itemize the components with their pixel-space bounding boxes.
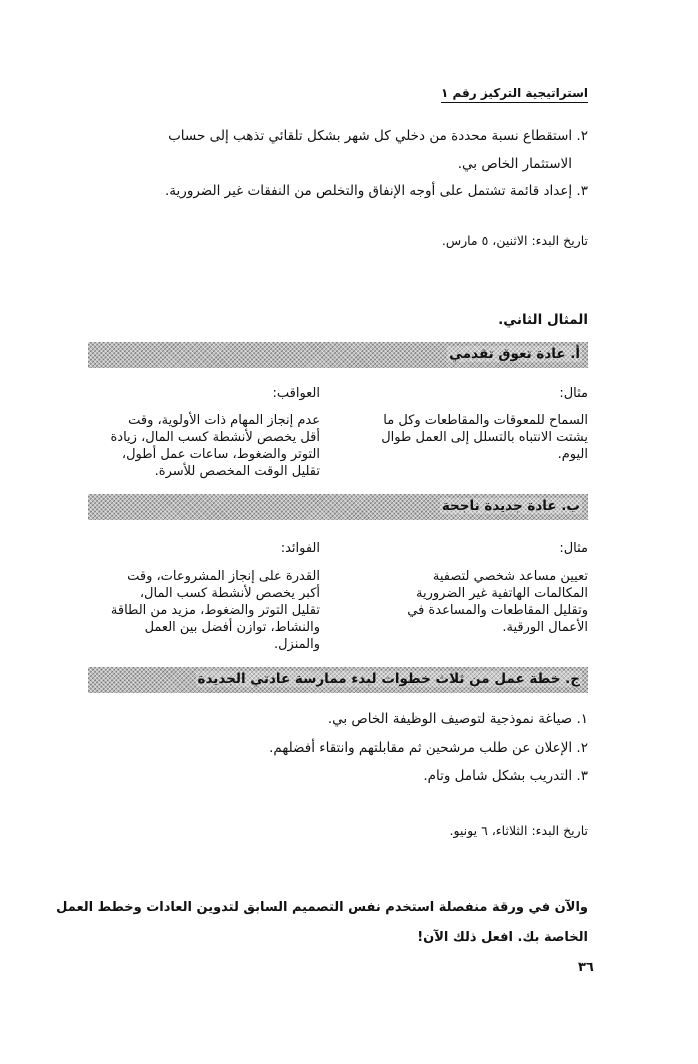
list-item-2-line-2: الاستثمار الخاص بي. bbox=[457, 156, 572, 172]
section-a-title: أ. عادة تعوق تقدمي bbox=[449, 346, 580, 362]
running-header bbox=[100, 86, 588, 100]
list-item-3: ٣. إعداد قائمة تشتمل على أوجه الإنفاق والتخلص من النفقات غير الضرورية. bbox=[165, 183, 588, 199]
step-2: ٢. الإعلان عن طلب مرشحين ثم مقابلتهم وانتقاء أفضلهم. bbox=[269, 740, 588, 756]
section-a-right-label: مثال: bbox=[559, 386, 588, 401]
step-1: ١. صياغة نموذجية لتوصيف الوظيفة الخاص بي. bbox=[327, 711, 588, 727]
example-two-title: المثال الثاني. bbox=[498, 312, 588, 328]
section-c-title: ج. خطة عمل من ثلاث خطوات لبدء ممارسة عادتي الجديدة bbox=[197, 671, 580, 687]
section-b-right-label: مثال: bbox=[559, 541, 588, 556]
section-a-right-text: السماح للمعوقات والمقاطعات وكل ما يشتت الانتباه بالتسلل إلى العمل طوال اليوم. bbox=[381, 413, 588, 462]
section-c-band bbox=[88, 667, 588, 693]
list-item-2-line-1: ٢. استقطاع نسبة محددة من دخلي كل شهر بشكل تلقائي تذهب إلى حساب bbox=[168, 128, 588, 144]
section-b-band bbox=[88, 494, 588, 520]
start-date-1: تاريخ البدء: الاثنين، ٥ مارس. bbox=[441, 233, 588, 248]
step-3: ٣. التدريب بشكل شامل وتام. bbox=[423, 768, 588, 784]
running-header-title: استراتيجية التركيز رقم ١ bbox=[441, 86, 588, 103]
section-b-left-text: القدرة على إنجاز المشروعات، وقت أكبر يخصص لأنشطة كسب المال، تقليل التوتر والضغوط، مزيد من الطاقة والنشاط، توازن أفضل بين العمل والمنزل. bbox=[110, 569, 320, 652]
closing-line-1: والآن في ورقة منفصلة استخدم نفس التصميم السابق لتدوين العادات وخطط العمل bbox=[56, 900, 588, 915]
section-b-left-label: الفوائد: bbox=[280, 541, 320, 556]
section-a-band bbox=[88, 342, 588, 368]
section-a-left-text: عدم إنجاز المهام ذات الأولوية، وقت أقل يخصص لأنشطة كسب المال، زيادة التوتر والضغوط، ساعات عمل أطول، تقليل الوقت المخصص للأسرة. bbox=[110, 413, 320, 479]
start-date-2: تاريخ البدء: الثلاثاء، ٦ يونيو. bbox=[449, 823, 588, 838]
section-b-title: ب. عادة جديدة ناجحة bbox=[441, 498, 580, 514]
section-b-right-text: تعيين مساعد شخصي لتصفية المكالمات الهاتفية غير الضرورية وتقليل المقاطعات والمساعدة في الأعمال الورقية. bbox=[407, 569, 588, 635]
closing-line-2: الخاصة بك. افعل ذلك الآن! bbox=[417, 930, 588, 945]
page-number: ٣٦ bbox=[578, 960, 594, 975]
section-a-left-label: العواقب: bbox=[272, 386, 320, 401]
